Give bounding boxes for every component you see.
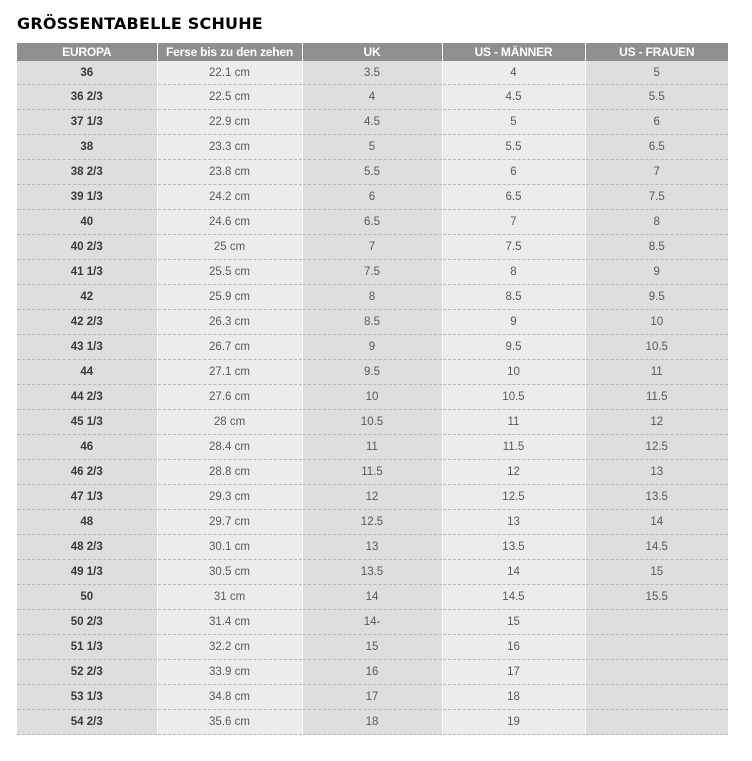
cell-us-men: 13.5 [442,535,585,560]
cell-us-men: 14.5 [442,585,585,610]
cell-us-men: 10 [442,360,585,385]
cell-europa: 50 [17,585,157,610]
cell-uk: 12.5 [302,510,442,535]
cell-uk: 15 [302,635,442,660]
cell-europa: 42 [17,285,157,310]
table-row [17,560,728,585]
cell-uk: 7.5 [302,260,442,285]
cell-us-women: 7 [585,160,728,185]
cell-us-women: 6.5 [585,135,728,160]
cell-us-men: 13 [442,510,585,535]
cell-uk: 9.5 [302,360,442,385]
cell-europa: 42 2/3 [17,310,157,335]
table-row [17,435,728,460]
cell-europa: 38 2/3 [17,160,157,185]
cell-us-women [585,710,728,735]
cell-heel-to-toe: 25 cm [157,235,302,260]
cell-heel-to-toe: 24.2 cm [157,185,302,210]
cell-us-women: 6 [585,110,728,135]
table-row [17,285,728,310]
cell-us-women: 10 [585,310,728,335]
cell-heel-to-toe: 31 cm [157,585,302,610]
cell-us-men: 15 [442,610,585,635]
cell-europa: 40 2/3 [17,235,157,260]
cell-us-men: 17 [442,660,585,685]
cell-heel-to-toe: 25.5 cm [157,260,302,285]
cell-uk: 7 [302,235,442,260]
table-row [17,85,728,110]
table-row [17,460,728,485]
table-row [17,610,728,635]
cell-uk: 17 [302,685,442,710]
cell-us-women: 11.5 [585,385,728,410]
table-row [17,135,728,160]
cell-europa: 40 [17,210,157,235]
cell-europa: 36 2/3 [17,85,157,110]
cell-uk: 14 [302,585,442,610]
cell-us-women: 14.5 [585,535,728,560]
cell-us-men: 6 [442,160,585,185]
cell-uk: 11 [302,435,442,460]
table-row [17,485,728,510]
cell-us-women: 8 [585,210,728,235]
cell-europa: 45 1/3 [17,410,157,435]
cell-us-women: 11 [585,360,728,385]
table-row [17,585,728,610]
cell-uk: 13.5 [302,560,442,585]
cell-us-women: 10.5 [585,335,728,360]
table-row [17,385,728,410]
column-header-us-men: US - MÄNNER [442,43,585,61]
size-chart-table [17,43,728,735]
cell-heel-to-toe: 23.8 cm [157,160,302,185]
cell-uk: 4 [302,85,442,110]
cell-heel-to-toe: 27.1 cm [157,360,302,385]
cell-heel-to-toe: 28.4 cm [157,435,302,460]
table-row [17,635,728,660]
cell-europa: 51 1/3 [17,635,157,660]
cell-europa: 47 1/3 [17,485,157,510]
table-row [17,510,728,535]
table-row [17,310,728,335]
cell-heel-to-toe: 24.6 cm [157,210,302,235]
table-body [17,61,728,735]
cell-us-men: 5 [442,110,585,135]
cell-europa: 53 1/3 [17,685,157,710]
cell-uk: 6 [302,185,442,210]
table-row [17,535,728,560]
cell-europa: 39 1/3 [17,185,157,210]
cell-us-men: 19 [442,710,585,735]
cell-us-men: 12.5 [442,485,585,510]
cell-us-men: 9 [442,310,585,335]
cell-europa: 46 [17,435,157,460]
cell-uk: 9 [302,335,442,360]
cell-uk: 5 [302,135,442,160]
table-row [17,410,728,435]
cell-uk: 14- [302,610,442,635]
cell-us-women: 15.5 [585,585,728,610]
table-row [17,660,728,685]
cell-uk: 10.5 [302,410,442,435]
cell-us-women: 12.5 [585,435,728,460]
cell-heel-to-toe: 23.3 cm [157,135,302,160]
cell-us-women [585,660,728,685]
table-row [17,260,728,285]
cell-us-women [585,610,728,635]
cell-uk: 16 [302,660,442,685]
cell-uk: 6.5 [302,210,442,235]
cell-europa: 37 1/3 [17,110,157,135]
cell-us-men: 4 [442,61,585,85]
table-header [17,43,728,61]
table-row [17,235,728,260]
cell-heel-to-toe: 32.2 cm [157,635,302,660]
table-row [17,710,728,735]
cell-uk: 18 [302,710,442,735]
cell-europa: 44 2/3 [17,385,157,410]
cell-europa: 43 1/3 [17,335,157,360]
table-header-row [17,43,728,61]
cell-europa: 48 2/3 [17,535,157,560]
cell-us-men: 8.5 [442,285,585,310]
cell-us-women: 5.5 [585,85,728,110]
column-header-uk: UK [302,43,442,61]
cell-heel-to-toe: 29.7 cm [157,510,302,535]
cell-us-women: 12 [585,410,728,435]
cell-heel-to-toe: 31.4 cm [157,610,302,635]
cell-us-men: 12 [442,460,585,485]
cell-us-women: 5 [585,61,728,85]
cell-us-women [585,635,728,660]
cell-us-women: 15 [585,560,728,585]
cell-us-men: 14 [442,560,585,585]
cell-uk: 12 [302,485,442,510]
column-header-us-women: US - FRAUEN [585,43,728,61]
cell-us-women: 13.5 [585,485,728,510]
cell-us-women: 9.5 [585,285,728,310]
cell-us-men: 7 [442,210,585,235]
table-row [17,160,728,185]
page-title: GRÖSSENTABELLE SCHUHE [17,14,263,33]
cell-us-men: 4.5 [442,85,585,110]
cell-us-men: 18 [442,685,585,710]
cell-us-women: 8.5 [585,235,728,260]
cell-us-women [585,685,728,710]
cell-uk: 3.5 [302,61,442,85]
cell-us-men: 8 [442,260,585,285]
cell-heel-to-toe: 35.6 cm [157,710,302,735]
cell-us-men: 6.5 [442,185,585,210]
cell-uk: 10 [302,385,442,410]
cell-europa: 46 2/3 [17,460,157,485]
cell-heel-to-toe: 26.7 cm [157,335,302,360]
cell-us-women: 14 [585,510,728,535]
cell-europa: 41 1/3 [17,260,157,285]
table-row [17,61,728,85]
cell-europa: 50 2/3 [17,610,157,635]
cell-us-men: 16 [442,635,585,660]
cell-europa: 54 2/3 [17,710,157,735]
cell-heel-to-toe: 22.1 cm [157,61,302,85]
cell-uk: 11.5 [302,460,442,485]
cell-heel-to-toe: 26.3 cm [157,310,302,335]
cell-heel-to-toe: 22.5 cm [157,85,302,110]
cell-heel-to-toe: 34.8 cm [157,685,302,710]
cell-uk: 8.5 [302,310,442,335]
cell-uk: 4.5 [302,110,442,135]
cell-heel-to-toe: 28.8 cm [157,460,302,485]
cell-europa: 36 [17,61,157,85]
cell-heel-to-toe: 28 cm [157,410,302,435]
cell-uk: 5.5 [302,160,442,185]
cell-heel-to-toe: 30.1 cm [157,535,302,560]
table-row [17,185,728,210]
cell-heel-to-toe: 25.9 cm [157,285,302,310]
cell-us-men: 10.5 [442,385,585,410]
cell-heel-to-toe: 33.9 cm [157,660,302,685]
column-header-europa: EUROPA [17,43,157,61]
table-row [17,110,728,135]
cell-us-women: 13 [585,460,728,485]
cell-europa: 52 2/3 [17,660,157,685]
cell-europa: 49 1/3 [17,560,157,585]
cell-us-men: 7.5 [442,235,585,260]
cell-uk: 13 [302,535,442,560]
table-row [17,685,728,710]
cell-us-men: 5.5 [442,135,585,160]
table-row [17,210,728,235]
table-row [17,360,728,385]
cell-us-men: 11 [442,410,585,435]
cell-uk: 8 [302,285,442,310]
cell-europa: 44 [17,360,157,385]
cell-heel-to-toe: 22.9 cm [157,110,302,135]
column-header-heel-to-toe: Ferse bis zu den zehen [157,43,302,61]
cell-europa: 48 [17,510,157,535]
table-row [17,335,728,360]
cell-us-women: 7.5 [585,185,728,210]
cell-heel-to-toe: 30.5 cm [157,560,302,585]
cell-heel-to-toe: 29.3 cm [157,485,302,510]
cell-us-men: 11.5 [442,435,585,460]
cell-us-men: 9.5 [442,335,585,360]
cell-us-women: 9 [585,260,728,285]
cell-heel-to-toe: 27.6 cm [157,385,302,410]
cell-europa: 38 [17,135,157,160]
